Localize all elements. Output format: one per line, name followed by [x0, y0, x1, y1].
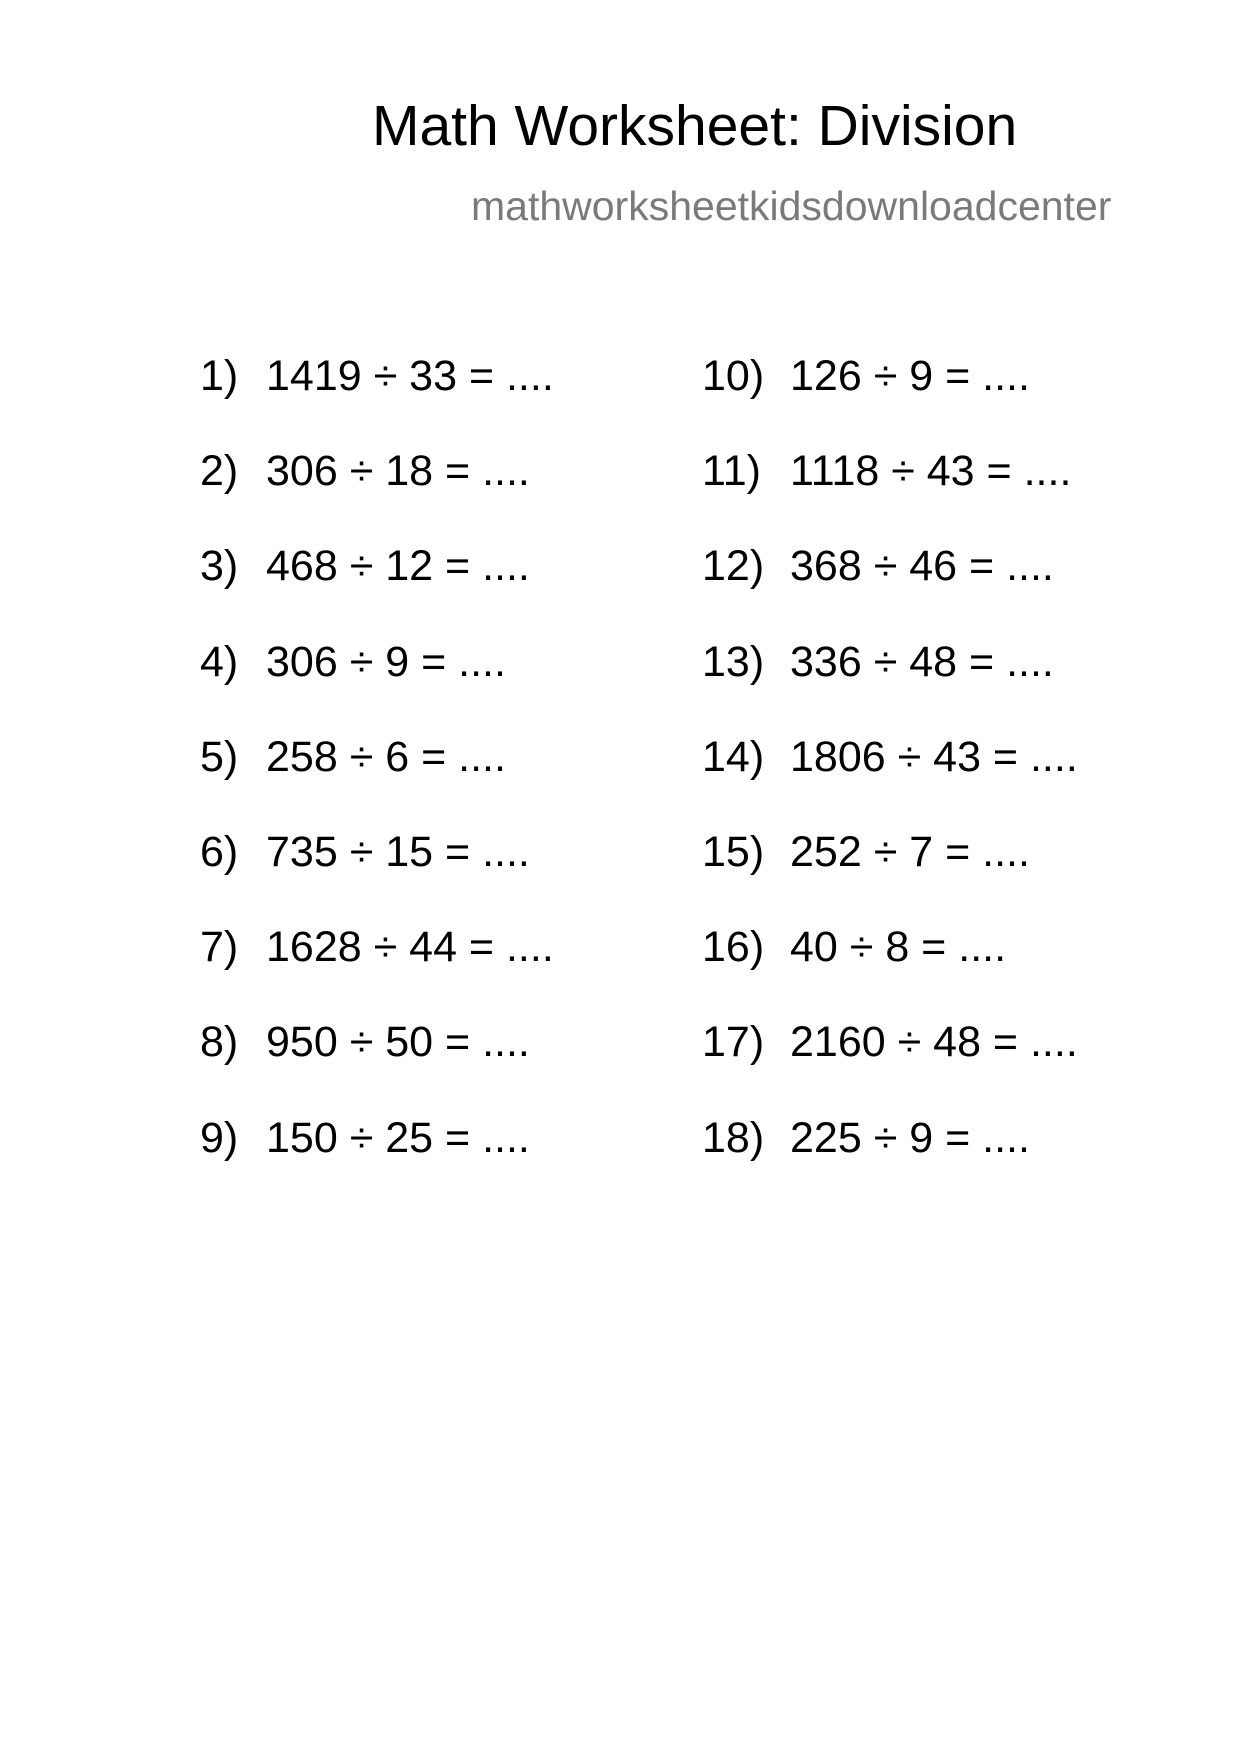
problem-item — [200, 1113, 554, 1212]
problem-number: 15) — [702, 827, 765, 876]
problem-number: 1) — [200, 352, 239, 400]
problem-column-right — [702, 352, 1078, 1212]
problem-item — [200, 352, 554, 450]
problem-expression: 1628 ÷ 44 = .... — [266, 923, 554, 972]
problem-expression: 150 ÷ 25 = .... — [266, 1113, 530, 1162]
problem-number: 17) — [702, 1018, 765, 1067]
problem-expression: 40 ÷ 8 = .... — [790, 923, 1007, 972]
problem-expression: 252 ÷ 7 = .... — [790, 827, 1030, 876]
problem-expression: 1806 ÷ 43 = .... — [790, 732, 1078, 781]
problem-number: 10) — [702, 352, 765, 400]
problem-number: 6) — [200, 827, 239, 876]
problem-item — [200, 732, 554, 831]
problem-number: 18) — [702, 1113, 765, 1162]
problem-number: 7) — [200, 923, 239, 972]
problem-number: 11) — [702, 447, 761, 496]
problem-item — [702, 732, 1078, 831]
problem-number: 12) — [702, 542, 765, 591]
problem-number: 2) — [200, 447, 239, 496]
problem-expression: 225 ÷ 9 = .... — [790, 1113, 1030, 1162]
problem-item — [200, 923, 554, 1021]
problem-column-left — [200, 352, 554, 1212]
problem-item — [200, 1018, 554, 1116]
problem-number: 3) — [200, 542, 239, 591]
problem-expression: 735 ÷ 15 = .... — [266, 827, 530, 876]
problem-item — [702, 1018, 1078, 1116]
problem-number: 5) — [200, 732, 239, 781]
problem-expression: 336 ÷ 48 = .... — [790, 637, 1054, 686]
problem-item — [702, 637, 1078, 736]
problem-number: 8) — [200, 1018, 239, 1067]
problem-expression: 306 ÷ 18 = .... — [266, 447, 530, 496]
problem-item — [200, 827, 554, 926]
problem-item — [200, 447, 554, 545]
problem-item — [200, 637, 554, 736]
problem-expression: 2160 ÷ 48 = .... — [790, 1018, 1078, 1067]
problem-item — [702, 447, 1078, 545]
problem-item — [702, 827, 1078, 926]
problem-expression: 468 ÷ 12 = .... — [266, 542, 530, 591]
problem-item — [702, 352, 1078, 450]
problem-expression: 306 ÷ 9 = .... — [266, 637, 506, 686]
problem-expression: 258 ÷ 6 = .... — [266, 732, 506, 781]
problem-number: 16) — [702, 923, 765, 972]
problem-number: 13) — [702, 637, 765, 686]
problem-number: 14) — [702, 732, 765, 781]
worksheet-subtitle: mathworksheetkidsdownloadcenter — [471, 183, 1112, 229]
problem-number: 9) — [200, 1113, 239, 1162]
problem-expression: 950 ÷ 50 = .... — [266, 1018, 530, 1067]
problem-expression: 1419 ÷ 33 = .... — [266, 352, 554, 400]
worksheet-title: Math Worksheet: Division — [372, 94, 1018, 158]
problem-item — [702, 542, 1078, 640]
problem-item — [200, 542, 554, 640]
problem-item — [702, 923, 1078, 1021]
problem-number: 4) — [200, 637, 239, 686]
problem-item — [702, 1113, 1078, 1212]
problem-expression: 368 ÷ 46 = .... — [790, 542, 1054, 591]
problem-expression: 1118 ÷ 43 = .... — [790, 447, 1072, 496]
problem-expression: 126 ÷ 9 = .... — [790, 352, 1030, 400]
